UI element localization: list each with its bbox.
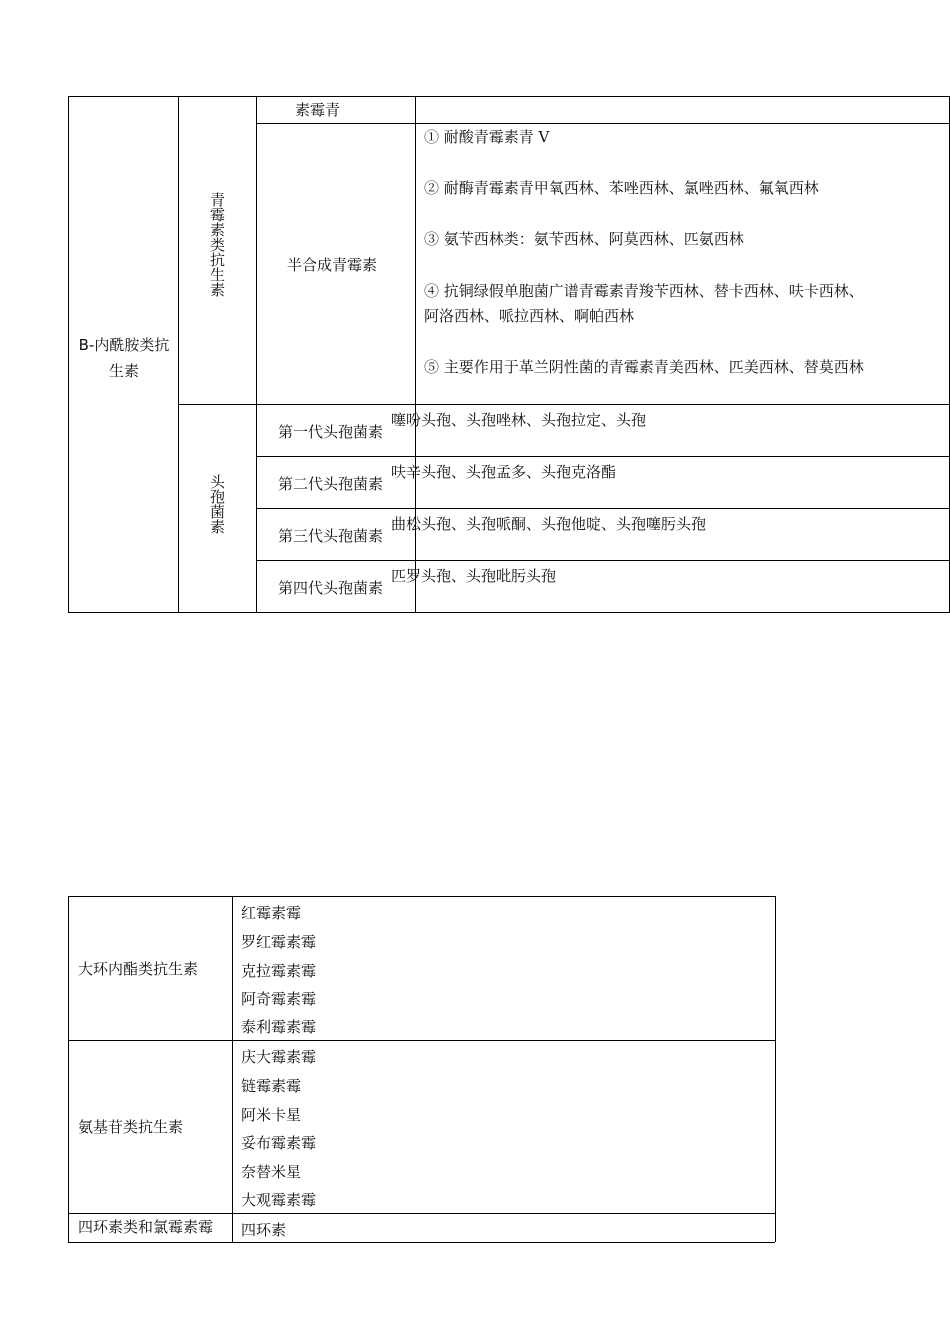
table1-row-divider — [256, 123, 950, 124]
cephalosporin-generation: 第二代头孢菌素 — [278, 475, 384, 493]
table2-border-right — [775, 896, 776, 1242]
natural-penicillin-label: 素霉青 — [295, 101, 341, 119]
cephalosporin-drugs: 呋辛头孢、头孢孟多、头孢克洛酯 — [391, 463, 617, 481]
semisynthetic-item: 阿洛西林、哌拉西林、啊帕西林 — [424, 307, 635, 325]
drug-item: 奈替米星 — [241, 1163, 302, 1181]
table1-border-bottom — [68, 612, 950, 613]
macrolide-group-label: 大环内酯类抗生素 — [78, 960, 199, 978]
table1-col-divider — [178, 96, 179, 612]
table1-border-top — [68, 96, 950, 97]
table1-row-divider — [256, 456, 950, 457]
semisynthetic-item: ② 耐酶青霉素青甲氧西林、苯唑西林、氯唑西林、氟氧西林 — [424, 179, 819, 197]
drug-item: 罗红霉素霉 — [241, 933, 317, 951]
drug-item: 链霉素霉 — [241, 1077, 302, 1095]
drug-item: 妥布霉素霉 — [241, 1134, 317, 1152]
cephalosporin-drugs: 噻吩头孢、头孢唑林、头孢拉定、头孢 — [391, 411, 647, 429]
cephalosporin-drugs: 曲松头孢、头孢哌酮、头孢他啶、头孢噻肟头孢 — [391, 515, 707, 533]
aminoglycoside-group-label: 氨基苷类抗生素 — [78, 1118, 184, 1136]
drug-item: 红霉素霉 — [241, 904, 302, 922]
drug-item: 阿米卡星 — [241, 1106, 302, 1124]
drug-item: 四环素 — [241, 1221, 287, 1239]
table1-border-left — [68, 96, 69, 612]
table1-col-divider — [256, 96, 257, 612]
table2-border-left — [68, 896, 69, 1242]
table2-row-divider — [68, 1040, 775, 1041]
semisynthetic-item: ⑤ 主要作用于革兰阴性菌的青霉素青美西林、匹美西林、替莫西林 — [424, 358, 864, 376]
drug-item: 大观霉素霉 — [241, 1191, 317, 1209]
drug-item: 泰利霉素霉 — [241, 1018, 317, 1036]
tetracycline-group-label: 四环素类和氯霉素霉 — [78, 1218, 214, 1236]
category-label: B-内酰胺类抗生素 — [78, 336, 170, 380]
table2-border-top — [68, 896, 775, 897]
table1-row-divider — [178, 404, 950, 405]
table1-col-divider — [415, 96, 416, 612]
table1-row-divider — [256, 560, 950, 561]
drug-item: 庆大霉素霉 — [241, 1048, 317, 1066]
semisynthetic-item: ③ 氨苄西林类：氨苄西林、阿莫西林、匹氨西林 — [424, 230, 744, 248]
cephalosporin-generation: 第四代头孢菌素 — [278, 579, 384, 597]
cephalosporin-generation: 第一代头孢菌素 — [278, 423, 384, 441]
table1-row-divider — [256, 508, 950, 509]
table2-border-bottom — [68, 1242, 775, 1243]
semisynthetic-penicillin-label: 半合成青霉素 — [287, 256, 378, 274]
cephalosporin-group-label: 头孢菌素 — [208, 474, 226, 534]
semisynthetic-item: ④ 抗铜绿假单胞菌广谱青霉素青羧苄西林、替卡西林、呋卡西林、 — [424, 282, 864, 300]
drug-item: 阿奇霉素霉 — [241, 990, 317, 1008]
semisynthetic-item: ① 耐酸青霉素青 V — [424, 128, 550, 146]
cephalosporin-drugs: 匹罗头孢、头孢吡肟头孢 — [391, 567, 557, 585]
table2-row-divider — [68, 1213, 775, 1214]
table2-col-divider — [232, 896, 233, 1242]
drug-item: 克拉霉素霉 — [241, 962, 317, 980]
penicillin-group-label: 青霉素类抗生素 — [208, 192, 226, 297]
cephalosporin-generation: 第三代头孢菌素 — [278, 527, 384, 545]
